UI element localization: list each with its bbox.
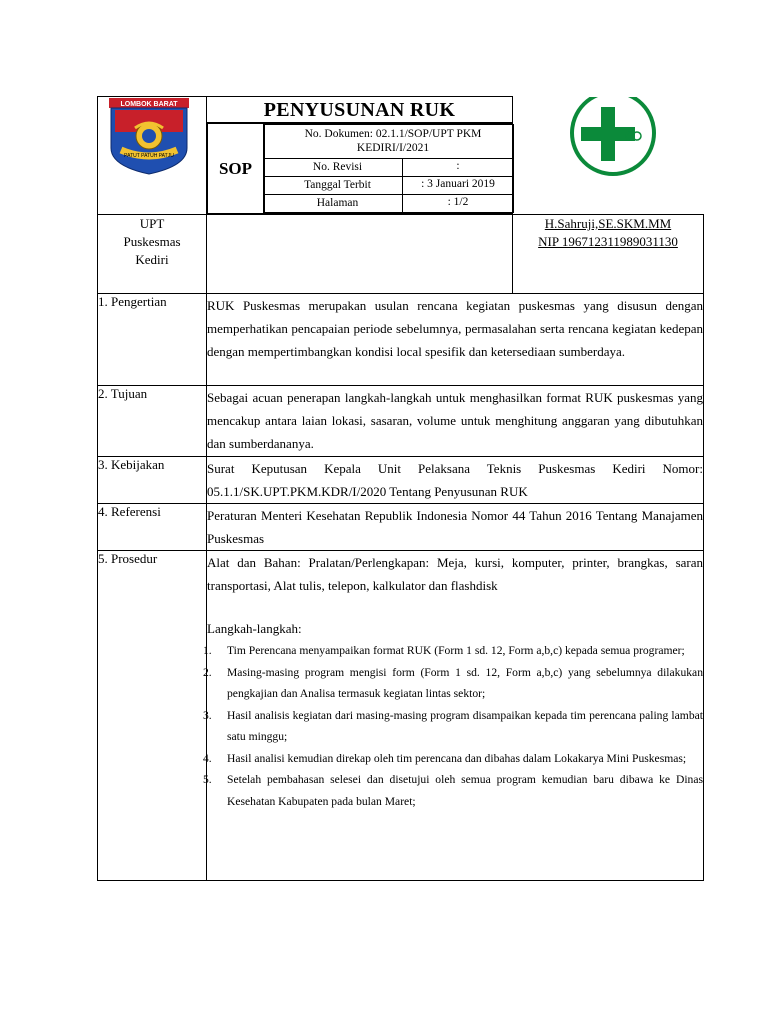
- signature-space: [207, 215, 513, 294]
- sop-label: SOP: [208, 124, 264, 214]
- section-label: 5. Prosedur: [98, 551, 207, 881]
- org-line-2: Puskesmas: [123, 234, 181, 249]
- health-logo-cell: [513, 97, 704, 215]
- publish-date-label: Tanggal Terbit: [265, 177, 403, 195]
- section-text: Peraturan Menteri Kesehatan Republik Indonesia Nomor 44 Tahun 2016 Tentang Manajamen Puskesmas: [207, 504, 704, 551]
- document-title: PENYUSUNAN RUK: [207, 97, 512, 123]
- revision-value: :: [403, 159, 514, 177]
- section-text: Sebagai acuan penerapan langkah-langkah untuk menghasilkan format RUK puskesmas yang mencakup antara laian lokasi, sasaran, volume untuk menghitung anggaran yang dibutuhkan dan sumberdananya.: [207, 386, 704, 457]
- page-label: Halaman: [265, 195, 403, 213]
- sop-table: [97, 96, 704, 881]
- section-label: 3. Kebijakan: [98, 457, 207, 504]
- list-item: 2. Masing-masing program mengisi form (Form 1 sd. 12, Form a,b,c) yang sebelumnya dilakukan pengkajian dan Analisa termasuk kegiatan lintas sektor;: [203, 665, 703, 700]
- meta-table: [207, 123, 513, 214]
- list-item: 4. Hasil analisi kemudian direkap oleh tim perencana dan dibahas dalam Lokakarya Mini Puskesmas;: [203, 751, 687, 765]
- title-cell: [207, 97, 513, 215]
- list-item: 3. Hasil analisis kegiatan dari masing-masing program disampaikan kepada tim perencana paling lambat satu minggu;: [203, 708, 703, 743]
- puskesmas-logo-icon: [513, 97, 703, 201]
- steps-heading: Langkah-langkah:: [207, 621, 302, 636]
- regional-crest-cell: [98, 97, 207, 215]
- revision-label: No. Revisi: [265, 159, 403, 177]
- signatory-cell: [513, 215, 704, 294]
- steps-list: [203, 640, 703, 812]
- list-item: 1. Tim Perencana menyampaikan format RUK (Form 1 sd. 12, Form a,b,c) kepada semua programer;: [203, 644, 685, 657]
- section-text: Alat dan Bahan: Pralatan/Perlengkapan: Meja, kursi, komputer, printer, brangkas, saran transportasi, Alat tulis, telepon, kalkulator dan flashdisk: [207, 555, 703, 593]
- lombok-barat-crest-icon: [99, 98, 206, 178]
- doc-number: No. Dokumen: 02.1.1/SOP/UPT PKM KEDIRI/I/2021: [265, 125, 514, 159]
- procedure-cell: [203, 551, 704, 881]
- page-value: : 1/2: [403, 195, 514, 213]
- list-item: 5. Setelah pembahasan selesei dan disetujui oleh semua program kemudian baru dibawa ke Dinas Kesehatan Kabupaten pada bulan Maret;: [203, 773, 703, 808]
- svg-text:LOMBOK BARAT: LOMBOK BARAT: [120, 101, 178, 108]
- publish-date-value: : 3 Januari 2019: [403, 177, 514, 195]
- svg-text:PATUT PATUH PATJU: PATUT PATUH PATJU: [124, 153, 174, 159]
- section-label: 1. Pengertian: [98, 294, 207, 386]
- section-label: 4. Referensi: [98, 504, 207, 551]
- signatory-name: H.Sahruji,SE.SKM.MM: [544, 216, 672, 231]
- org-line-1: UPT: [139, 216, 165, 231]
- section-text: RUK Puskesmas merupakan usulan rencana kegiatan puskesmas yang disusun dengan memperhatikan pencapaian periode sebelumnya, permasalahan serta rencana kegiatan kedepan dengan mempertimbangkan kondisi local spesifik dan ketersediaan sumberdaya.: [207, 294, 704, 386]
- section-label: 2. Tujuan: [98, 386, 207, 457]
- section-text: Surat Keputusan Kepala Unit Pelaksana Teknis Puskesmas Kediri Nomor: 05.1.1/SK.UPT.PKM.KDR/I/2020 Tentang Penyusunan RUK: [207, 457, 704, 504]
- org-line-3: Kediri: [135, 252, 169, 267]
- organization-cell: [98, 215, 207, 294]
- signatory-nip: NIP 196712311989031130: [538, 234, 678, 249]
